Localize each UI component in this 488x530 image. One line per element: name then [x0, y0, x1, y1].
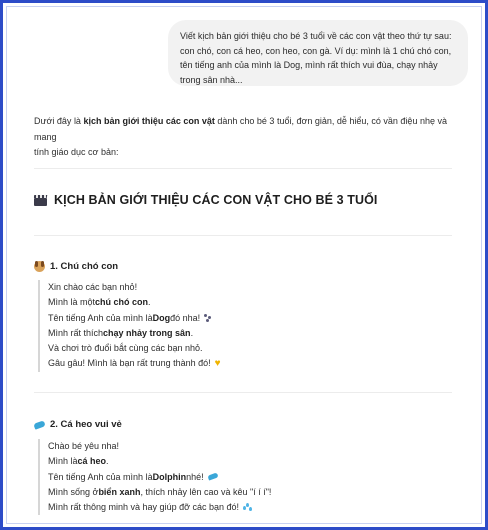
- intro-text: dành cho bé 3 tuổi, đơn giản, dễ hiểu, có vần điệu nhẹ và mang: [34, 116, 447, 142]
- script-line: Mình là cá heo .: [48, 456, 109, 467]
- section-heading-dog: [34, 261, 454, 272]
- script-line: Xin chào các bạn nhỏ!: [48, 282, 138, 292]
- intro-text: Dưới đây là: [34, 116, 84, 126]
- script-line: Tên tiếng Anh của mình là Dolphin nhé!: [48, 470, 438, 485]
- script-line: Gâu gâu! Mình là bạn rất trung thành đó! ♥: [48, 358, 221, 370]
- section-heading-text: 1. Chú chó con: [50, 261, 119, 272]
- user-message-line: tên tiếng anh của mình là Dog, mình rất thích vui đùa, chạy nhảy: [180, 60, 438, 70]
- section-heading-dolphin: [34, 419, 454, 430]
- script-line: Và chơi trò đuổi bắt cùng các bạn nhỏ.: [48, 343, 203, 354]
- script-line: Mình rất thích chạy nhảy trong sân .: [48, 327, 194, 338]
- water-splash-icon: [243, 503, 252, 512]
- dog-script-quote: [38, 280, 438, 372]
- clapper-board-icon: [34, 195, 47, 206]
- section-heading-text: 2. Cá heo vui vẻ: [50, 419, 122, 430]
- paw-prints-icon: [204, 314, 213, 322]
- dolphin-icon: [208, 473, 218, 481]
- user-message-line: Viết kịch bản giới thiệu cho bé 3 tuổi về các con vật theo thứ tự sau:: [180, 31, 452, 41]
- dolphin-script-quote: [38, 439, 438, 515]
- dog-face-icon: [34, 261, 45, 272]
- user-message-line: trong sân nhà...: [180, 74, 243, 85]
- user-message-bubble: [168, 20, 468, 86]
- user-message-line: con chó, con cá heo, con heo, con gà. Ví dụ: mình là 1 chú chó con,: [180, 45, 452, 56]
- script-line: Chào bé yêu nha!: [48, 441, 120, 451]
- script-line: Tên tiếng Anh của mình là Dog đó nha!: [48, 311, 438, 326]
- script-title: [34, 193, 454, 207]
- divider: [34, 392, 452, 393]
- script-line: Mình rất thông minh và hay giúp đỡ các bạn đó!: [48, 500, 438, 515]
- script-line: Mình sống ở biển xanh , thích nhảy lên cao và kêu "í í í"!: [48, 486, 272, 497]
- dolphin-icon: [34, 420, 45, 430]
- yellow-heart-icon: ♥: [214, 358, 221, 370]
- script-title-text: KỊCH BẢN GIỚI THIỆU CÁC CON VẬT CHO BÉ 3 TUỔI: [54, 193, 378, 207]
- divider: [34, 235, 452, 236]
- divider: [34, 168, 452, 169]
- intro-text: tính giáo dục cơ bản:: [34, 147, 119, 157]
- intro-bold: kịch bản giới thiệu các con vật: [83, 116, 215, 126]
- script-line: Mình là một chú chó con .: [48, 297, 151, 308]
- assistant-intro: [34, 114, 454, 161]
